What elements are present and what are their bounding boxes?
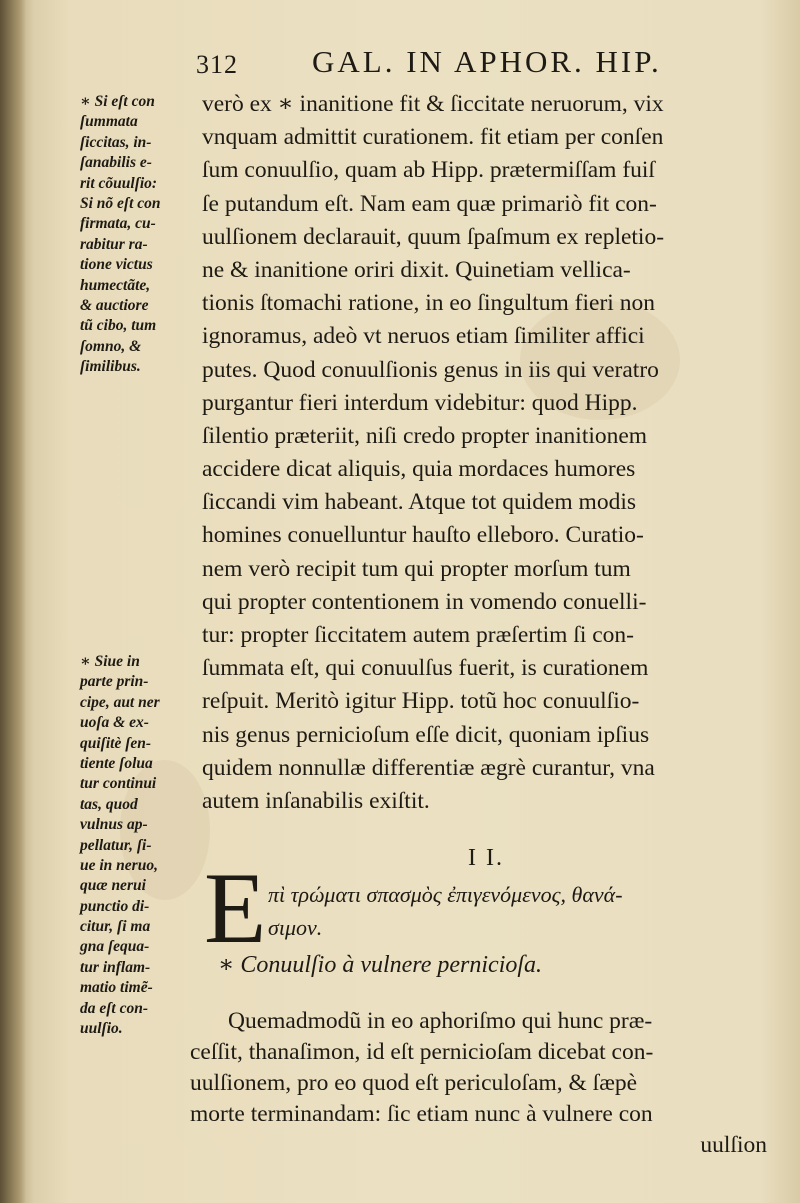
margin-line: ſummata (80, 113, 138, 131)
margin-line: punctio di- (80, 897, 150, 915)
text-line: putes. Quod conuulſionis genus in iis qui veratro (202, 356, 659, 383)
text-line: nis genus pernicioſum eſſe dicit, quoniam ipſius (202, 721, 650, 748)
margin-line: humectãte, (80, 276, 151, 294)
margin-line: tiente ſolua (80, 754, 153, 772)
margin-line: Si nõ eſt con (80, 194, 161, 212)
drop-cap: E (204, 852, 267, 965)
margin-note-2 (80, 652, 208, 1039)
text-line: ſummata eſt, qui conuulſus fuerit, is curationem (202, 655, 649, 682)
text-line: nem verò recipit tum qui propter morſum tum (202, 555, 631, 582)
greek-line: πὶ τρώματι σπασμὸς ἐπιγενόμενος, θανά- (268, 882, 623, 907)
text-line: purgantur fieri interdum videbitur: quod Hipp. (202, 389, 638, 416)
latin-translation: ∗ Conuulſio à vulnere pernicioſa. (218, 952, 543, 978)
margin-line: cipe, aut ner (80, 693, 160, 711)
margin-line: tur inflam- (80, 958, 151, 976)
margin-line: tas, quod (80, 795, 138, 813)
margin-line: da eſt con- (80, 999, 149, 1017)
page-number: 312 (196, 50, 238, 79)
margin-line: quiſitè ſen- (80, 734, 152, 752)
margin-line: pellatur, ſi- (80, 836, 152, 854)
margin-line: ſiccitas, in- (80, 133, 152, 151)
text-line: Quemadmodũ in eo aphoriſmo qui hunc præ- (228, 1008, 653, 1034)
text-line: ignoramus, adeò vt neruos etiam ſimiliter affici (202, 323, 645, 350)
text-line: vnquam admittit curationem. fit etiam per conſen (202, 124, 664, 151)
margin-line: ∗ Siue in (80, 653, 140, 670)
text-line: verò ex ∗ inanitione fit & ſiccitate neruorum, vix (202, 91, 664, 117)
commentary-text-block (190, 1006, 775, 1161)
margin-line: ſanabilis e- (80, 154, 152, 172)
text-line: reſpuit. Meritò igitur Hipp. totũ hoc conuulſio- (202, 688, 640, 715)
margin-line: vulnus ap- (80, 816, 148, 834)
margin-line: gna ſequa- (80, 938, 150, 956)
text-line: ceſſit, thanaſimon, id eſt pernicioſam dicebat con- (190, 1039, 654, 1065)
margin-line: firmata, cu- (80, 215, 156, 233)
running-title: GAL. IN APHOR. HIP. (312, 44, 662, 79)
text-line: ſiccandi vim habeant. Atque tot quidem modis (202, 489, 637, 516)
main-text-block (202, 88, 772, 818)
margin-line: rit cõuulſio: (80, 174, 158, 192)
margin-line: parte prin- (80, 673, 149, 691)
section-number: I I. (468, 845, 504, 871)
margin-note-1 (80, 92, 208, 377)
margin-line: & auctiore (80, 296, 149, 314)
margin-line: rabitur ra- (80, 235, 148, 253)
text-line: uulſionem, pro eo quod eſt periculoſam, & ſæpè (190, 1070, 638, 1096)
margin-line: matio timẽ- (80, 979, 153, 997)
text-line: ne & inanitione oriri dixit. Quinetiam vellica- (202, 256, 631, 283)
margin-line: ſimilibus. (80, 358, 141, 376)
margin-line: uulſio. (80, 1020, 123, 1038)
margin-line: uoſa & ex- (80, 714, 149, 732)
text-line: quidem nonnullæ differentiæ ægrè curantur, vna (202, 754, 655, 781)
margin-line: citur, ſi ma (80, 918, 151, 936)
text-line: ſum conuulſio, quam ab Hipp. prætermiſſam fuiſ (202, 157, 655, 184)
greek-aphorism (268, 878, 778, 944)
greek-line: σιμον. (268, 915, 323, 940)
margin-line: ue in neruo, (80, 856, 158, 874)
text-line: accidere dicat aliquis, quia mordaces humores (202, 456, 636, 483)
margin-line: tur continui (80, 775, 157, 793)
text-line: tionis ſtomachi ratione, in eo ſingultum fieri non (202, 290, 655, 317)
margin-line: tione victus (80, 256, 153, 274)
book-gutter (0, 0, 26, 1203)
catchword: uulſion (700, 1132, 767, 1158)
text-line: qui propter contentionem in vomendo conuelli- (202, 588, 647, 615)
text-line: uulſionem declarauit, quum ſpaſmum ex repletio- (202, 223, 665, 250)
text-line: ſilentio præteriit, niſi credo propter inanitionem (202, 422, 648, 449)
margin-line: ſomno, & (80, 337, 142, 355)
text-line: tur: propter ſiccitatem autem præſertim ſi con- (202, 622, 634, 648)
margin-line: quæ nerui (80, 877, 146, 895)
text-line: autem inſanabilis exiſtit. (202, 787, 430, 814)
margin-line: tũ cibo, tum (80, 317, 157, 335)
text-line: ſe putandum eſt. Nam eam quæ primariò fit con- (202, 190, 657, 217)
text-line: morte terminandam: ſic etiam nunc à vulnere con (190, 1101, 653, 1127)
running-head (0, 42, 800, 92)
text-line: homines conuelluntur hauſto elleboro. Curatio- (202, 522, 644, 549)
margin-line: ∗ Si eſt con (80, 93, 155, 110)
